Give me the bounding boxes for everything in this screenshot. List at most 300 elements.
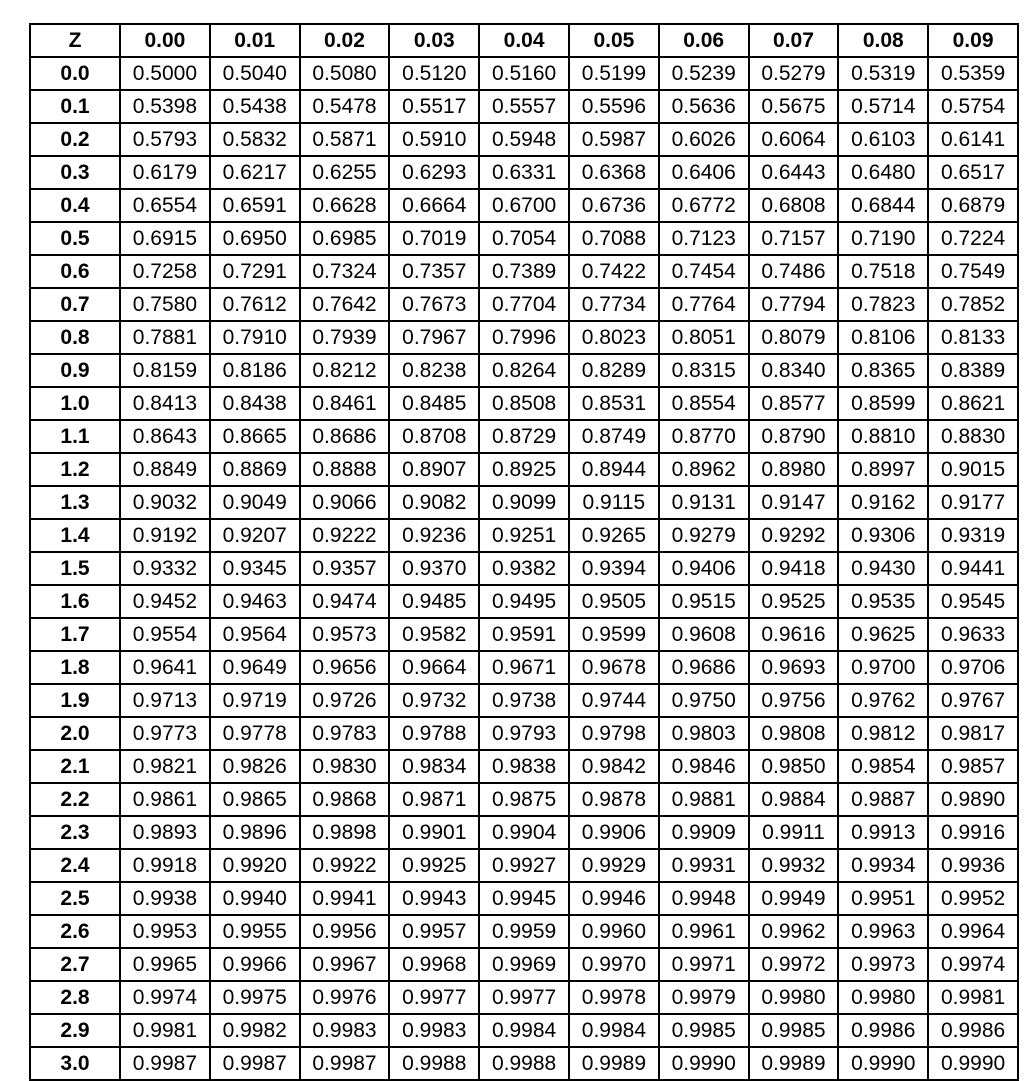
probability-cell: 0.8212 [300, 354, 390, 387]
column-header: 0.07 [749, 24, 839, 57]
probability-cell: 0.9932 [749, 849, 839, 882]
row-header-z: 1.9 [30, 684, 120, 717]
probability-cell: 0.8461 [300, 387, 390, 420]
probability-cell: 0.9984 [479, 1014, 569, 1047]
table-row [30, 288, 1018, 321]
probability-cell: 0.6950 [210, 222, 300, 255]
row-header-z: 1.8 [30, 651, 120, 684]
probability-cell: 0.5714 [838, 90, 928, 123]
probability-cell: 0.5987 [569, 123, 659, 156]
row-header-z: 1.2 [30, 453, 120, 486]
probability-cell: 0.7642 [300, 288, 390, 321]
probability-cell: 0.9881 [659, 783, 749, 816]
probability-cell: 0.9664 [389, 651, 479, 684]
probability-cell: 0.9525 [749, 585, 839, 618]
probability-cell: 0.5754 [928, 90, 1018, 123]
probability-cell: 0.6064 [749, 123, 839, 156]
probability-cell: 0.9265 [569, 519, 659, 552]
probability-cell: 0.6985 [300, 222, 390, 255]
probability-cell: 0.8749 [569, 420, 659, 453]
probability-cell: 0.8289 [569, 354, 659, 387]
table-row [30, 189, 1018, 222]
row-header-z: 2.6 [30, 915, 120, 948]
probability-cell: 0.9956 [300, 915, 390, 948]
probability-cell: 0.6293 [389, 156, 479, 189]
probability-cell: 0.9370 [389, 552, 479, 585]
probability-cell: 0.6443 [749, 156, 839, 189]
column-header: 0.09 [928, 24, 1018, 57]
probability-cell: 0.9812 [838, 717, 928, 750]
probability-cell: 0.7088 [569, 222, 659, 255]
probability-cell: 0.5239 [659, 57, 749, 90]
probability-cell: 0.9345 [210, 552, 300, 585]
table-row [30, 618, 1018, 651]
probability-cell: 0.5557 [479, 90, 569, 123]
probability-cell: 0.6915 [120, 222, 210, 255]
probability-cell: 0.5279 [749, 57, 839, 90]
probability-cell: 0.5359 [928, 57, 1018, 90]
probability-cell: 0.9898 [300, 816, 390, 849]
row-header-z: 2.9 [30, 1014, 120, 1047]
probability-cell: 0.7612 [210, 288, 300, 321]
probability-cell: 0.7704 [479, 288, 569, 321]
column-header: 0.08 [838, 24, 928, 57]
probability-cell: 0.5120 [389, 57, 479, 90]
probability-cell: 0.8925 [479, 453, 569, 486]
probability-cell: 0.8413 [120, 387, 210, 420]
probability-cell: 0.9871 [389, 783, 479, 816]
probability-cell: 0.7518 [838, 255, 928, 288]
probability-cell: 0.9962 [749, 915, 839, 948]
table-row [30, 90, 1018, 123]
probability-cell: 0.9332 [120, 552, 210, 585]
probability-cell: 0.9986 [928, 1014, 1018, 1047]
row-header-z: 2.7 [30, 948, 120, 981]
probability-cell: 0.9463 [210, 585, 300, 618]
probability-cell: 0.5832 [210, 123, 300, 156]
probability-cell: 0.6628 [300, 189, 390, 222]
probability-cell: 0.9394 [569, 552, 659, 585]
probability-cell: 0.6591 [210, 189, 300, 222]
row-header-z: 0.1 [30, 90, 120, 123]
probability-cell: 0.9082 [389, 486, 479, 519]
probability-cell: 0.9974 [120, 981, 210, 1014]
probability-cell: 0.9633 [928, 618, 1018, 651]
probability-cell: 0.7910 [210, 321, 300, 354]
probability-cell: 0.9901 [389, 816, 479, 849]
probability-cell: 0.9826 [210, 750, 300, 783]
probability-cell: 0.9732 [389, 684, 479, 717]
probability-cell: 0.5199 [569, 57, 659, 90]
probability-cell: 0.9986 [838, 1014, 928, 1047]
row-header-z: 0.3 [30, 156, 120, 189]
probability-cell: 0.5040 [210, 57, 300, 90]
probability-cell: 0.8186 [210, 354, 300, 387]
probability-cell: 0.7224 [928, 222, 1018, 255]
probability-cell: 0.9982 [210, 1014, 300, 1047]
row-header-z: 1.1 [30, 420, 120, 453]
probability-cell: 0.6406 [659, 156, 749, 189]
probability-cell: 0.9738 [479, 684, 569, 717]
table-row [30, 849, 1018, 882]
probability-cell: 0.9750 [659, 684, 749, 717]
probability-cell: 0.9968 [389, 948, 479, 981]
row-header-z: 0.6 [30, 255, 120, 288]
probability-cell: 0.9953 [120, 915, 210, 948]
probability-cell: 0.9599 [569, 618, 659, 651]
probability-cell: 0.9974 [928, 948, 1018, 981]
probability-cell: 0.9946 [569, 882, 659, 915]
probability-cell: 0.9949 [749, 882, 839, 915]
table-body [30, 57, 1018, 1080]
probability-cell: 0.9357 [300, 552, 390, 585]
probability-cell: 0.6103 [838, 123, 928, 156]
probability-cell: 0.9641 [120, 651, 210, 684]
probability-cell: 0.8577 [749, 387, 839, 420]
probability-cell: 0.7486 [749, 255, 839, 288]
probability-cell: 0.9678 [569, 651, 659, 684]
probability-cell: 0.6844 [838, 189, 928, 222]
probability-cell: 0.7580 [120, 288, 210, 321]
probability-cell: 0.8133 [928, 321, 1018, 354]
probability-cell: 0.9495 [479, 585, 569, 618]
probability-cell: 0.9906 [569, 816, 659, 849]
probability-cell: 0.9564 [210, 618, 300, 651]
table-row [30, 420, 1018, 453]
probability-cell: 0.9505 [569, 585, 659, 618]
probability-cell: 0.6879 [928, 189, 1018, 222]
probability-cell: 0.9988 [389, 1047, 479, 1080]
probability-cell: 0.9279 [659, 519, 749, 552]
probability-cell: 0.9977 [389, 981, 479, 1014]
column-header: 0.02 [300, 24, 390, 57]
probability-cell: 0.9591 [479, 618, 569, 651]
column-header: 0.05 [569, 24, 659, 57]
probability-cell: 0.8365 [838, 354, 928, 387]
probability-cell: 0.9854 [838, 750, 928, 783]
probability-cell: 0.9966 [210, 948, 300, 981]
probability-cell: 0.9975 [210, 981, 300, 1014]
probability-cell: 0.5948 [479, 123, 569, 156]
probability-cell: 0.5080 [300, 57, 390, 90]
probability-cell: 0.9893 [120, 816, 210, 849]
probability-cell: 0.9292 [749, 519, 839, 552]
probability-cell: 0.9960 [569, 915, 659, 948]
probability-cell: 0.7852 [928, 288, 1018, 321]
probability-cell: 0.8438 [210, 387, 300, 420]
probability-cell: 0.8621 [928, 387, 1018, 420]
probability-cell: 0.9955 [210, 915, 300, 948]
table-row [30, 882, 1018, 915]
table-row [30, 156, 1018, 189]
table-row [30, 519, 1018, 552]
probability-cell: 0.8264 [479, 354, 569, 387]
probability-cell: 0.7157 [749, 222, 839, 255]
probability-cell: 0.6026 [659, 123, 749, 156]
probability-cell: 0.9896 [210, 816, 300, 849]
probability-cell: 0.9474 [300, 585, 390, 618]
probability-cell: 0.7291 [210, 255, 300, 288]
probability-cell: 0.8508 [479, 387, 569, 420]
probability-cell: 0.6480 [838, 156, 928, 189]
probability-cell: 0.9441 [928, 552, 1018, 585]
probability-cell: 0.9808 [749, 717, 839, 750]
z-table [29, 23, 1019, 1081]
probability-cell: 0.6736 [569, 189, 659, 222]
table-row [30, 783, 1018, 816]
probability-cell: 0.9983 [300, 1014, 390, 1047]
probability-cell: 0.9251 [479, 519, 569, 552]
header-row [30, 24, 1018, 57]
probability-cell: 0.9418 [749, 552, 839, 585]
probability-cell: 0.8159 [120, 354, 210, 387]
probability-cell: 0.9990 [659, 1047, 749, 1080]
probability-cell: 0.9115 [569, 486, 659, 519]
row-header-z: 0.9 [30, 354, 120, 387]
probability-cell: 0.9957 [389, 915, 479, 948]
probability-cell: 0.9788 [389, 717, 479, 750]
probability-cell: 0.5517 [389, 90, 479, 123]
column-header: 0.00 [120, 24, 210, 57]
probability-cell: 0.9945 [479, 882, 569, 915]
probability-cell: 0.9706 [928, 651, 1018, 684]
probability-cell: 0.9838 [479, 750, 569, 783]
table-row [30, 387, 1018, 420]
probability-cell: 0.6217 [210, 156, 300, 189]
probability-cell: 0.9545 [928, 585, 1018, 618]
probability-cell: 0.6700 [479, 189, 569, 222]
probability-cell: 0.7454 [659, 255, 749, 288]
probability-cell: 0.9762 [838, 684, 928, 717]
probability-cell: 0.9430 [838, 552, 928, 585]
column-header: 0.01 [210, 24, 300, 57]
column-header: 0.06 [659, 24, 749, 57]
probability-cell: 0.8962 [659, 453, 749, 486]
probability-cell: 0.8708 [389, 420, 479, 453]
probability-cell: 0.5871 [300, 123, 390, 156]
probability-cell: 0.8907 [389, 453, 479, 486]
probability-cell: 0.9049 [210, 486, 300, 519]
probability-cell: 0.9976 [300, 981, 390, 1014]
probability-cell: 0.9582 [389, 618, 479, 651]
probability-cell: 0.9452 [120, 585, 210, 618]
probability-cell: 0.9015 [928, 453, 1018, 486]
probability-cell: 0.8643 [120, 420, 210, 453]
probability-cell: 0.9207 [210, 519, 300, 552]
table-row [30, 717, 1018, 750]
probability-cell: 0.9909 [659, 816, 749, 849]
probability-cell: 0.8665 [210, 420, 300, 453]
table-row [30, 321, 1018, 354]
probability-cell: 0.9803 [659, 717, 749, 750]
probability-cell: 0.5478 [300, 90, 390, 123]
probability-cell: 0.7190 [838, 222, 928, 255]
probability-cell: 0.9713 [120, 684, 210, 717]
probability-cell: 0.8531 [569, 387, 659, 420]
probability-cell: 0.7054 [479, 222, 569, 255]
row-header-z: 1.5 [30, 552, 120, 585]
probability-cell: 0.7549 [928, 255, 1018, 288]
probability-cell: 0.9959 [479, 915, 569, 948]
probability-cell: 0.6141 [928, 123, 1018, 156]
probability-cell: 0.9842 [569, 750, 659, 783]
probability-cell: 0.9783 [300, 717, 390, 750]
row-header-z: 2.8 [30, 981, 120, 1014]
probability-cell: 0.9918 [120, 849, 210, 882]
probability-cell: 0.9984 [569, 1014, 659, 1047]
probability-cell: 0.9700 [838, 651, 928, 684]
probability-cell: 0.9967 [300, 948, 390, 981]
probability-cell: 0.9981 [928, 981, 1018, 1014]
probability-cell: 0.9988 [479, 1047, 569, 1080]
table-row [30, 684, 1018, 717]
probability-cell: 0.9535 [838, 585, 928, 618]
probability-cell: 0.5160 [479, 57, 569, 90]
table-row [30, 222, 1018, 255]
probability-cell: 0.9890 [928, 783, 1018, 816]
probability-cell: 0.9656 [300, 651, 390, 684]
probability-cell: 0.9963 [838, 915, 928, 948]
probability-cell: 0.8485 [389, 387, 479, 420]
probability-cell: 0.9830 [300, 750, 390, 783]
row-header-z: 2.3 [30, 816, 120, 849]
probability-cell: 0.9608 [659, 618, 749, 651]
probability-cell: 0.9911 [749, 816, 839, 849]
probability-cell: 0.6554 [120, 189, 210, 222]
probability-cell: 0.9985 [659, 1014, 749, 1047]
probability-cell: 0.9951 [838, 882, 928, 915]
probability-cell: 0.9032 [120, 486, 210, 519]
probability-cell: 0.8944 [569, 453, 659, 486]
probability-cell: 0.7823 [838, 288, 928, 321]
probability-cell: 0.9929 [569, 849, 659, 882]
probability-cell: 0.5596 [569, 90, 659, 123]
row-header-z: 0.8 [30, 321, 120, 354]
probability-cell: 0.9857 [928, 750, 1018, 783]
table-row [30, 981, 1018, 1014]
probability-cell: 0.9925 [389, 849, 479, 882]
probability-cell: 0.9616 [749, 618, 839, 651]
probability-cell: 0.9756 [749, 684, 839, 717]
probability-cell: 0.8340 [749, 354, 839, 387]
probability-cell: 0.9965 [120, 948, 210, 981]
probability-cell: 0.9162 [838, 486, 928, 519]
probability-cell: 0.9989 [749, 1047, 839, 1080]
probability-cell: 0.9940 [210, 882, 300, 915]
row-header-z: 2.1 [30, 750, 120, 783]
probability-cell: 0.9970 [569, 948, 659, 981]
probability-cell: 0.9936 [928, 849, 1018, 882]
row-header-z: 2.5 [30, 882, 120, 915]
row-header-z: 2.0 [30, 717, 120, 750]
probability-cell: 0.8849 [120, 453, 210, 486]
probability-cell: 0.9904 [479, 816, 569, 849]
probability-cell: 0.8869 [210, 453, 300, 486]
probability-cell: 0.8023 [569, 321, 659, 354]
probability-cell: 0.9979 [659, 981, 749, 1014]
probability-cell: 0.9978 [569, 981, 659, 1014]
probability-cell: 0.9868 [300, 783, 390, 816]
probability-cell: 0.9987 [120, 1047, 210, 1080]
probability-cell: 0.6255 [300, 156, 390, 189]
table-row [30, 123, 1018, 156]
probability-cell: 0.9964 [928, 915, 1018, 948]
probability-cell: 0.6772 [659, 189, 749, 222]
table-row [30, 750, 1018, 783]
probability-cell: 0.9773 [120, 717, 210, 750]
probability-cell: 0.6179 [120, 156, 210, 189]
probability-cell: 0.9649 [210, 651, 300, 684]
probability-cell: 0.7881 [120, 321, 210, 354]
probability-cell: 0.8770 [659, 420, 749, 453]
probability-cell: 0.7673 [389, 288, 479, 321]
row-header-z: 0.4 [30, 189, 120, 222]
probability-cell: 0.7939 [300, 321, 390, 354]
probability-cell: 0.9222 [300, 519, 390, 552]
probability-cell: 0.5793 [120, 123, 210, 156]
probability-cell: 0.9778 [210, 717, 300, 750]
probability-cell: 0.7019 [389, 222, 479, 255]
row-header-z: 3.0 [30, 1047, 120, 1080]
probability-cell: 0.9319 [928, 519, 1018, 552]
table-row [30, 486, 1018, 519]
probability-cell: 0.9850 [749, 750, 839, 783]
probability-cell: 0.7389 [479, 255, 569, 288]
probability-cell: 0.9066 [300, 486, 390, 519]
probability-cell: 0.7422 [569, 255, 659, 288]
table-row [30, 552, 1018, 585]
probability-cell: 0.6517 [928, 156, 1018, 189]
probability-cell: 0.9931 [659, 849, 749, 882]
probability-cell: 0.9920 [210, 849, 300, 882]
probability-cell: 0.6331 [479, 156, 569, 189]
probability-cell: 0.7764 [659, 288, 749, 321]
table-row [30, 816, 1018, 849]
probability-cell: 0.9969 [479, 948, 569, 981]
row-header-z: 2.4 [30, 849, 120, 882]
table-row [30, 453, 1018, 486]
probability-cell: 0.9861 [120, 783, 210, 816]
probability-cell: 0.9821 [120, 750, 210, 783]
probability-cell: 0.9719 [210, 684, 300, 717]
probability-cell: 0.9306 [838, 519, 928, 552]
probability-cell: 0.8686 [300, 420, 390, 453]
table-row [30, 948, 1018, 981]
probability-cell: 0.7357 [389, 255, 479, 288]
probability-cell: 0.9177 [928, 486, 1018, 519]
probability-cell: 0.9938 [120, 882, 210, 915]
probability-cell: 0.9948 [659, 882, 749, 915]
table-row [30, 651, 1018, 684]
probability-cell: 0.8997 [838, 453, 928, 486]
probability-cell: 0.9865 [210, 783, 300, 816]
probability-cell: 0.9846 [659, 750, 749, 783]
probability-cell: 0.5319 [838, 57, 928, 90]
probability-cell: 0.9554 [120, 618, 210, 651]
table-row [30, 1047, 1018, 1080]
probability-cell: 0.5398 [120, 90, 210, 123]
probability-cell: 0.9236 [389, 519, 479, 552]
probability-cell: 0.8599 [838, 387, 928, 420]
probability-cell: 0.9973 [838, 948, 928, 981]
probability-cell: 0.7794 [749, 288, 839, 321]
row-header-z: 0.5 [30, 222, 120, 255]
row-header-z: 0.7 [30, 288, 120, 321]
table-row [30, 915, 1018, 948]
probability-cell: 0.9971 [659, 948, 749, 981]
probability-cell: 0.6808 [749, 189, 839, 222]
probability-cell: 0.9767 [928, 684, 1018, 717]
